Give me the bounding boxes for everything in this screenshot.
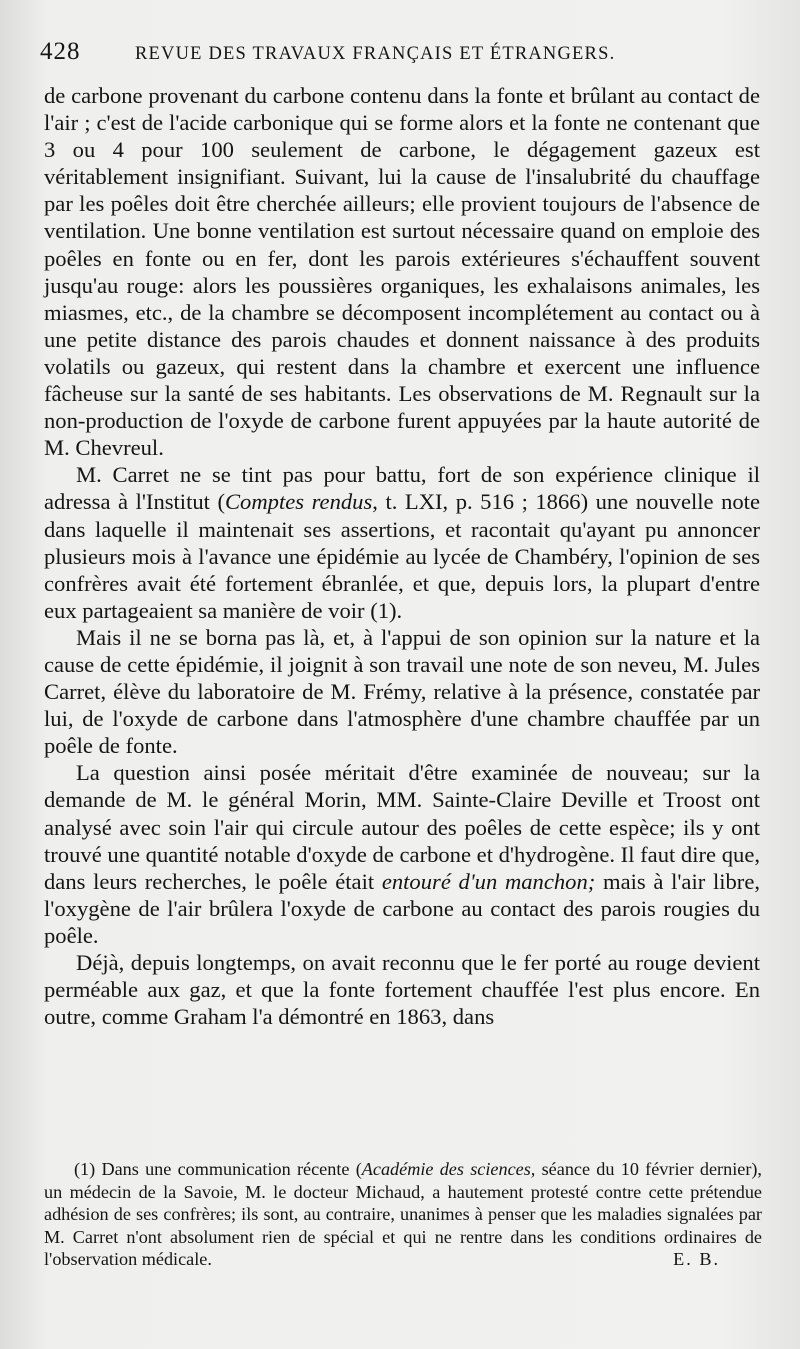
footnote bbox=[44, 1158, 762, 1271]
paragraph-4 bbox=[44, 759, 760, 949]
paragraph-4-text-a: La question ainsi posée méritait d'être examinée de nouveau; sur la demande de M. le général Morin, MM. Sainte-Claire Deville et Troost ont analysé avec soin l'air qui circule autour des poêles de cette espèce; ils y ont trouvé une quantité notable d'oxyde de carbone et d'hydrogène. Il faut dire que, dans leurs recherches, le poêle était bbox=[44, 760, 760, 894]
footnote-text-b: séance du 10 février dernier), un médecin de la Savoie, M. le docteur Michaud, a hautement protesté contre cette prétendue adhésion de ses confrères; ils sont, au contraire, unanimes à penser que les maladies signalées par M. Carret n'ont absolument rien de spécial et qui ne rentre dans les conditions ordinaires de l'observation médicale. bbox=[44, 1159, 762, 1270]
footnote-body bbox=[44, 1158, 762, 1271]
paragraph-4-text-b: mais à l'air libre, l'oxygène de l'air brûlera l'oxyde de carbone au contact des parois rougies du poêle. bbox=[44, 868, 761, 948]
main-text bbox=[44, 82, 760, 1030]
running-title: REVUE DES TRAVAUX FRANÇAIS ET ÉTRANGERS. bbox=[135, 44, 616, 64]
page-number: 428 bbox=[40, 38, 81, 65]
page-header bbox=[40, 38, 760, 72]
footnote-citation: Académie des sciences, bbox=[361, 1159, 536, 1179]
paragraph-2-citation: Comptes rendus bbox=[224, 489, 373, 515]
paragraph-5: Déjà, depuis longtemps, on avait reconnu que le fer porté au rouge devient perméable aux gaz, et que la fonte fortement chauffée l'est plus encore. En outre, comme Graham l'a démontré en 1863, dans bbox=[44, 950, 760, 1030]
paragraph-2-text-b: , t. LXI, p. 516 ; 1866) une nouvelle note dans laquelle il maintenait ses assertions, et racontait qu'ayant pu annoncer plusieurs mois à l'avance une épidémie au lycée de Chambéry, l'opinion de ses confrères avait été fortement ébranlée, et que, depuis lors, la plupart d'entre eux partageaient sa manière de voir (1). bbox=[44, 489, 760, 623]
paragraph-3: Mais il ne se borna pas là, et, à l'appui de son opinion sur la nature et la cause de cette épidémie, il joignit à son travail une note de son neveu, M. Jules Carret, élève du laboratoire de M. Frémy, relative à la présence, constatée par lui, de l'oxyde de carbone dans l'atmosphère d'une chambre chauffée par un poêle de fonte. bbox=[44, 624, 760, 759]
paragraph-2 bbox=[44, 461, 760, 624]
footnote-signature: E. B. bbox=[673, 1249, 720, 1270]
footnote-text-a: (1) Dans une communication récente ( bbox=[74, 1159, 362, 1179]
paragraph-4-emphasis: entouré d'un manchon; bbox=[381, 868, 596, 894]
paragraph-2-text-a: M. Carret ne se tint pas pour battu, fort de son expérience clinique il adressa à l'Institut ( bbox=[44, 462, 760, 515]
paragraph-1: de carbone provenant du carbone contenu dans la fonte et brûlant au contact de l'air ; c'est de l'acide carbonique qui se forme alors et la fonte ne contenant que 3 ou 4 pour 100 seulement de carbone, le dégagement gazeux est véritablement insignifiant. Suivant, lui la cause de l'insalubrité du chauffage par les poêles doit être cherchée ailleurs; elle provient toujours de l'absence de ventilation. Une bonne ventilation est surtout nécessaire quand on emploie des poêles en fonte ou en fer, dont les parois extérieures s'échauffent souvent jusqu'au rouge: alors les poussières organiques, les exhalaisons animales, les miasmes, etc., de la chambre se décomposent incomplétement au contact ou à une petite distance des parois chaudes et donnent naissance à des produits volatils ou gazeux, qui restent dans la chambre et exercent une influence fâcheuse sur la santé de ses habitants. Les observations de M. Regnault sur la non-production de l'oxyde de carbone furent appuyées par la haute autorité de M. Chevreul. bbox=[44, 83, 760, 461]
